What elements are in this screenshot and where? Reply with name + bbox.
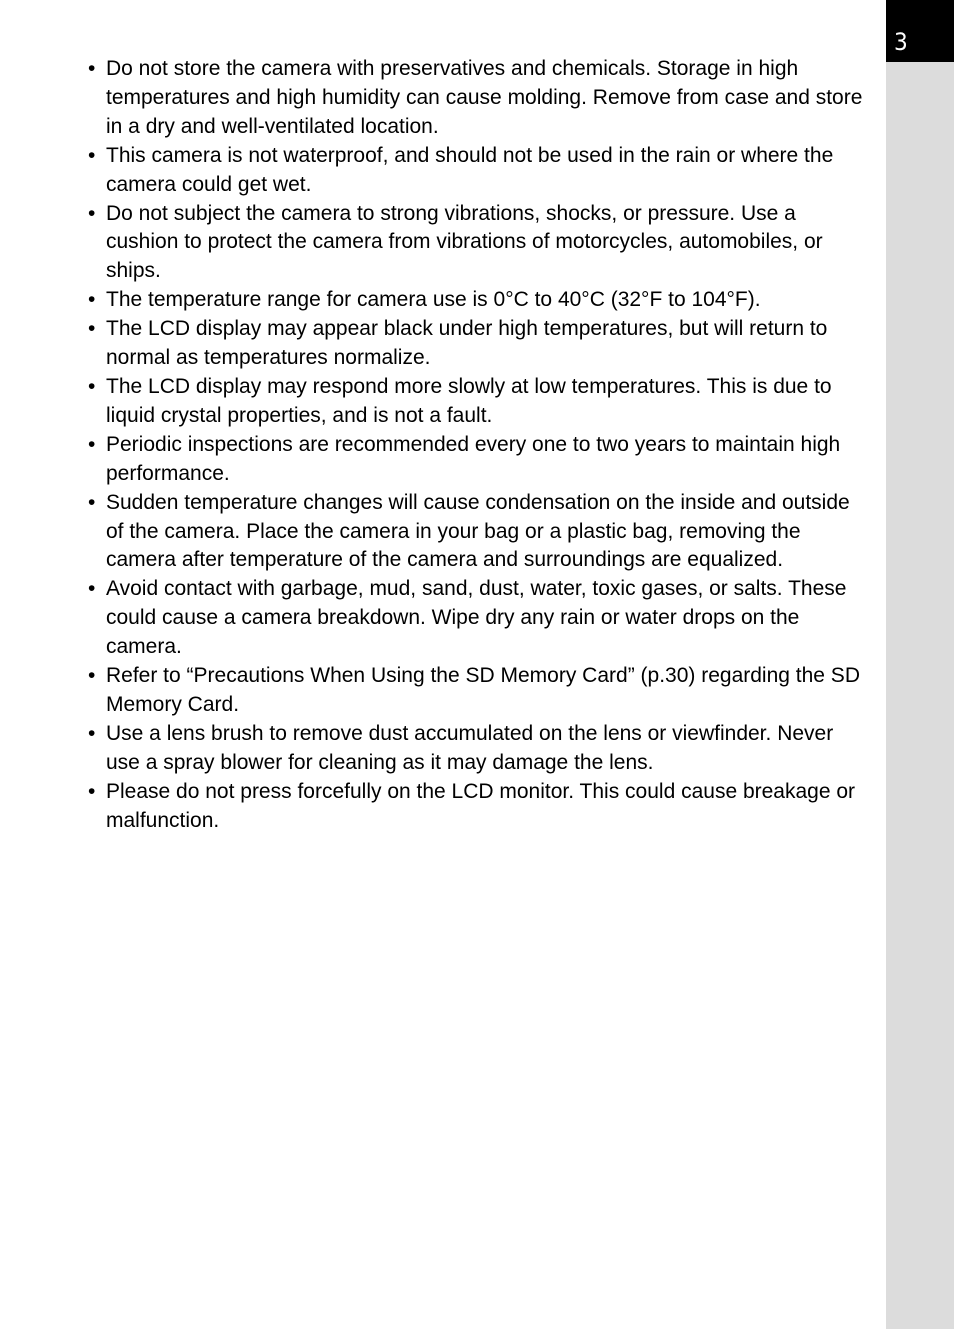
list-item-text: Avoid contact with garbage, mud, sand, dust, water, toxic gases, or salts. These could cause a camera breakdown. Wipe dry any rain or water drops on the camera. [106,577,847,659]
list-item-text: Refer to “Precautions When Using the SD Memory Card” (p.30) regarding the SD Memory Card. [106,664,860,716]
list-item-text: Sudden temperature changes will cause condensation on the inside and outside of the camera. Place the camera in your bag or a plastic bag, removing the camera after temperature of the camera and surroundings are equalized. [106,490,850,572]
bullet-icon: • [88,577,96,601]
bullet-icon: • [88,374,96,398]
list-item-text: The LCD display may respond more slowly at low temperatures. This is due to liquid crystal properties, and is not a fault. [106,374,832,427]
bullet-icon: • [88,432,96,456]
list-item [88,662,870,720]
list-item [88,720,870,778]
list-item [88,575,870,662]
page-number: 3 [894,28,908,56]
precautions-list [88,55,870,835]
list-item-text: Periodic inspections are recommended every one to two years to maintain high performance. [106,432,841,485]
list-item-text: Use a lens brush to remove dust accumulated on the lens or viewfinder. Never use a spray blower for cleaning as it may damage the lens. [106,721,834,774]
page-tab [886,0,954,62]
list-item [88,431,870,489]
bullet-icon: • [88,317,96,341]
bullet-icon: • [88,143,96,167]
bullet-icon: • [88,664,96,688]
bullet-icon: • [88,288,96,312]
list-item [88,286,870,315]
list-item [88,55,870,142]
list-item-text: Do not store the camera with preservatives and chemicals. Storage in high temperatures and high humidity can cause molding. Remove from case and store in a dry and well-ventilated location. [106,57,863,138]
list-item [88,778,870,836]
list-item [88,142,870,200]
list-item-text: Please do not press forcefully on the LCD monitor. This could cause breakage or malfunction. [106,779,856,832]
bullet-icon: • [88,490,96,514]
bullet-icon: • [88,201,96,225]
list-item-text: The temperature range for camera use is 0°C to 40°C (32°F to 104°F). [106,288,761,312]
bullet-icon: • [88,721,96,745]
side-strip [886,0,954,1329]
bullet-icon: • [88,779,96,803]
list-item [88,373,870,431]
list-item-text: The LCD display may appear black under high temperatures, but will return to normal as temperatures normalize. [106,317,828,370]
list-item-text: This camera is not waterproof, and should not be used in the rain or where the camera could get wet. [106,143,834,196]
list-item [88,315,870,373]
list-item-text: Do not subject the camera to strong vibrations, shocks, or pressure. Use a cushion to protect the camera from vibrations of motorcycles, automobiles, or ships. [106,201,823,283]
list-item [88,489,870,576]
bullet-icon: • [88,57,96,80]
list-item [88,200,870,287]
